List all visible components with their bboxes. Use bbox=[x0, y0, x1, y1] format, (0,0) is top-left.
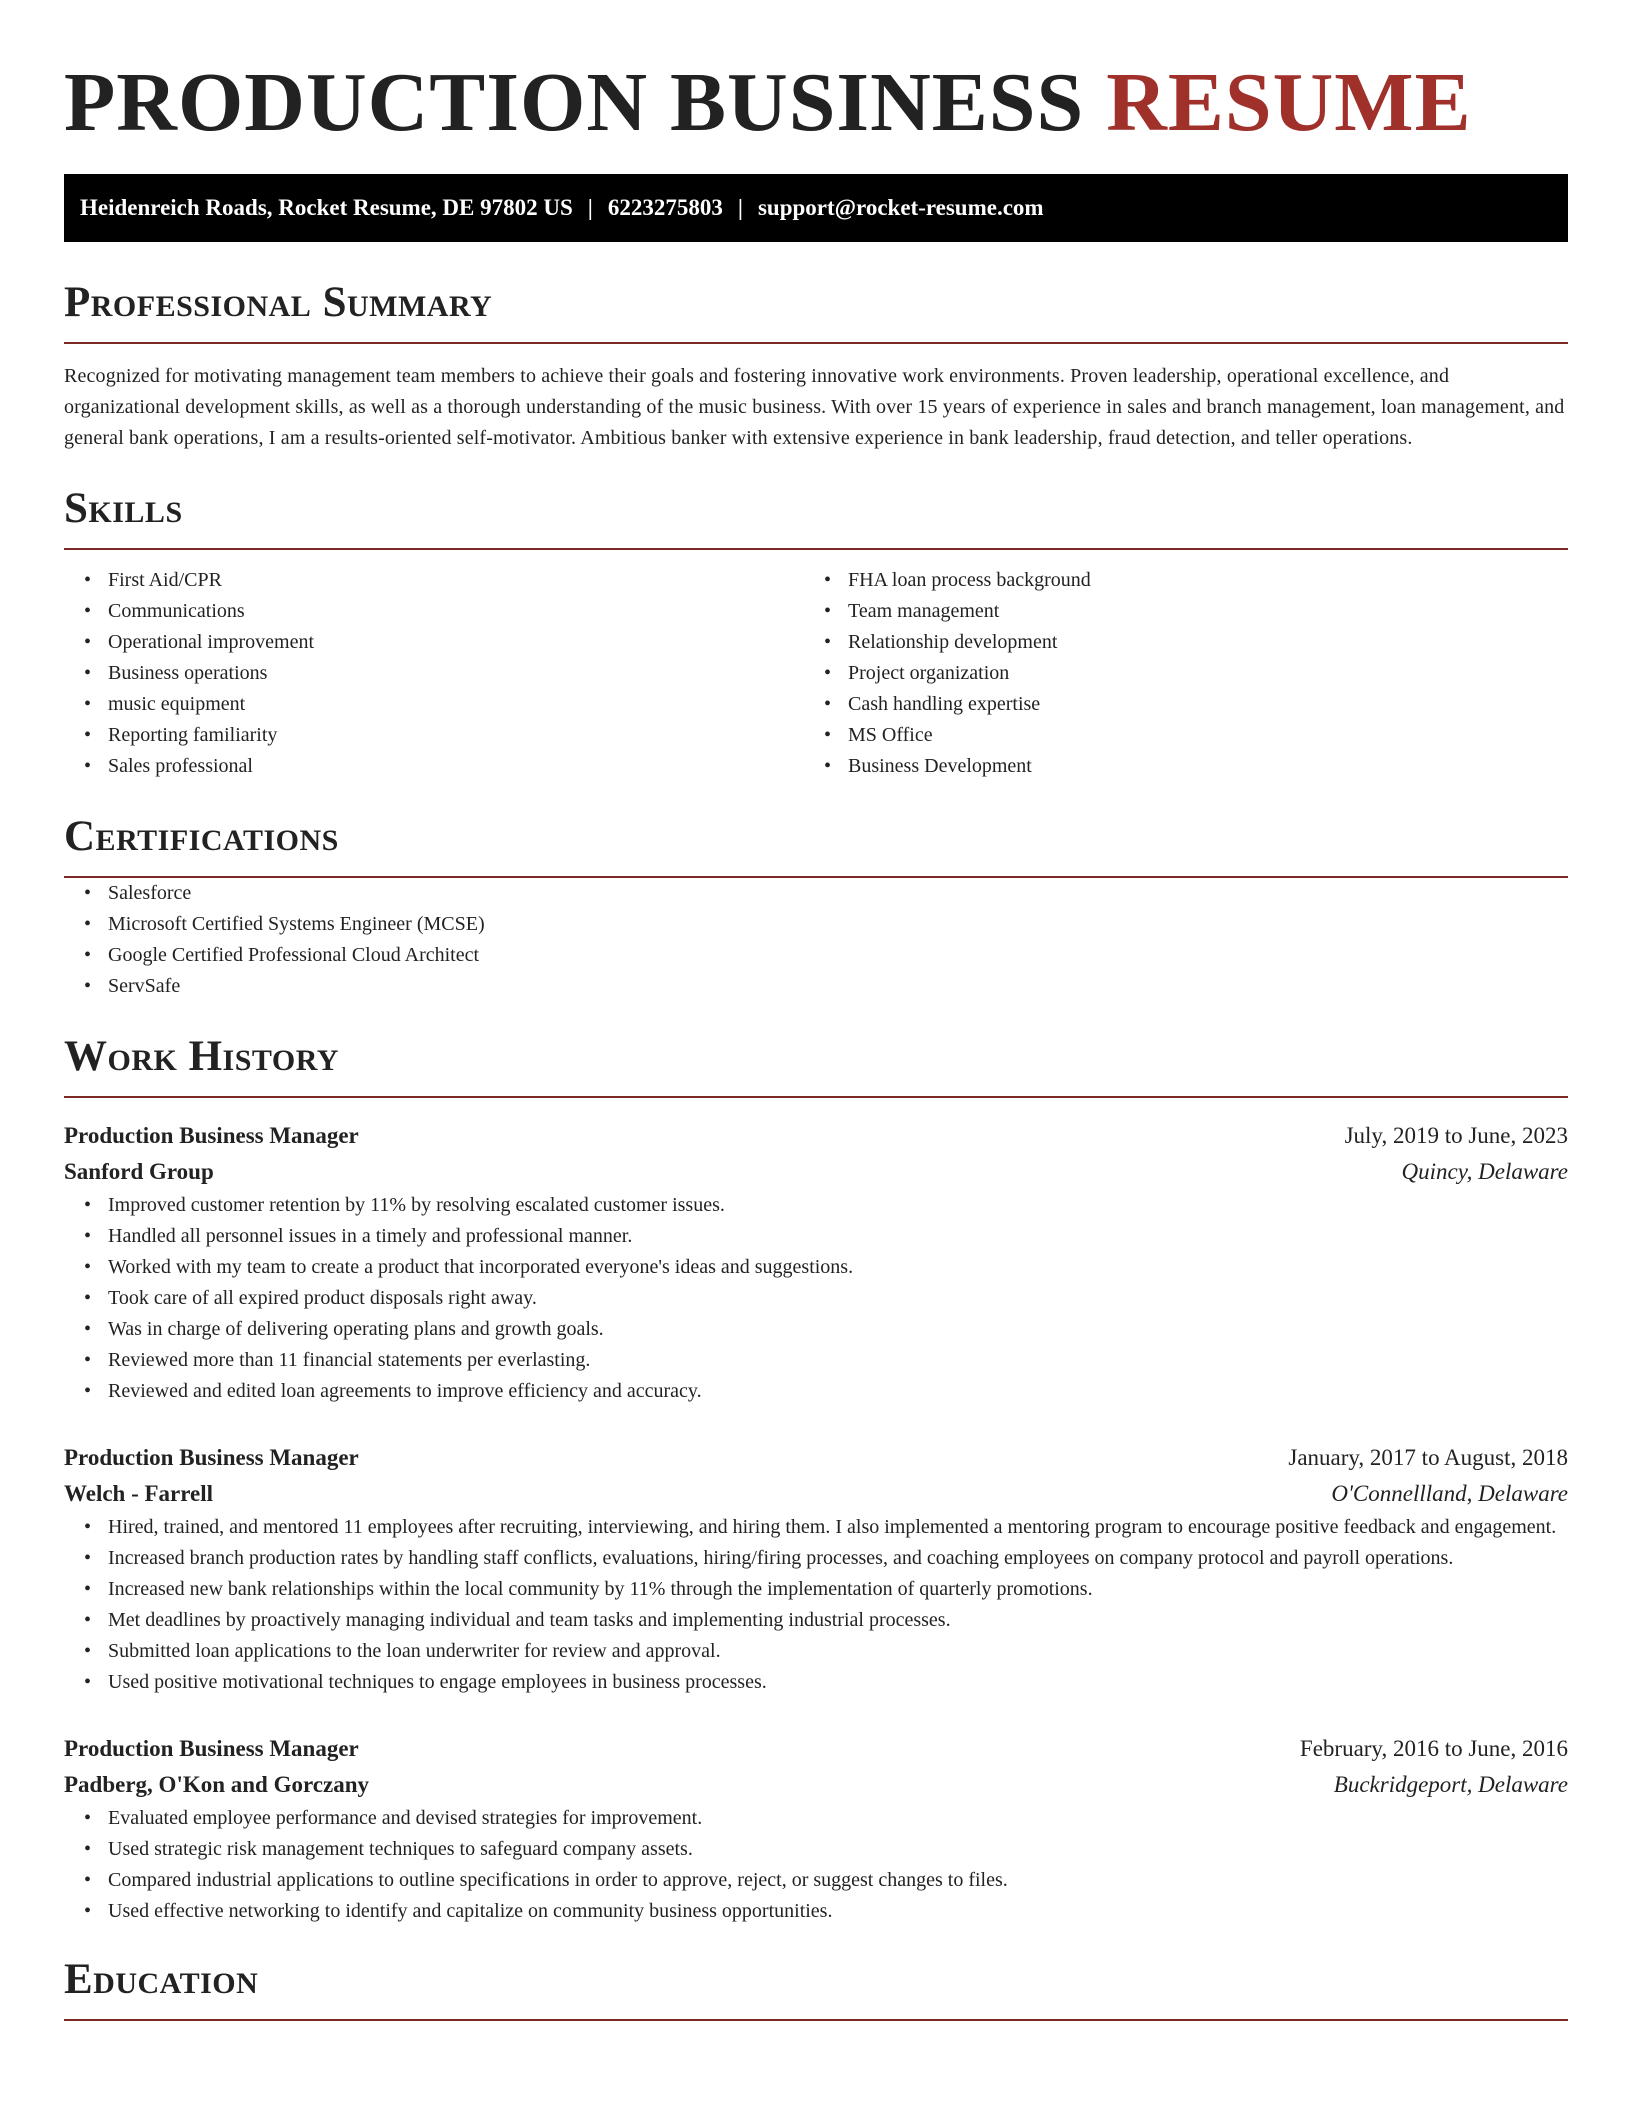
certifications-list bbox=[64, 878, 1568, 1002]
skill-item: • FHA loan process background bbox=[848, 565, 1544, 596]
summary-heading: Professional Summary bbox=[64, 278, 1568, 344]
work-history-heading: Work History bbox=[64, 1032, 1568, 1098]
job-location: Quincy, Delaware bbox=[1401, 1159, 1568, 1184]
job-bullet: • Increased branch production rates by handling staff conflicts, evaluations, hiring/firing processes, and coaching employees on company protocol and payroll operations. bbox=[108, 1543, 1568, 1574]
skills-list-right bbox=[804, 565, 1544, 782]
skill-item: • Project organization bbox=[848, 658, 1544, 689]
skill-item: • Business Development bbox=[848, 751, 1544, 782]
job-bullets bbox=[64, 1803, 1568, 1927]
skill-item: • Cash handling expertise bbox=[848, 689, 1544, 720]
job-bullet: • Improved customer retention by 11% by resolving escalated customer issues. bbox=[108, 1190, 1568, 1221]
contact-address: Heidenreich Roads, Rocket Resume, DE 97802 US bbox=[80, 195, 573, 220]
title-main: PRODUCTION BUSINESS bbox=[64, 56, 1085, 149]
skills-column-right bbox=[804, 565, 1544, 782]
job-bullets bbox=[64, 1512, 1568, 1698]
job-entry bbox=[64, 1731, 1568, 1927]
job-header-row bbox=[64, 1731, 1568, 1767]
job-title: Production Business Manager bbox=[64, 1445, 359, 1470]
job-entry bbox=[64, 1440, 1568, 1698]
skill-item: • Team management bbox=[848, 596, 1544, 627]
job-bullet: • Increased new bank relationships within the local community by 11% through the implementation of quarterly promotions. bbox=[108, 1574, 1568, 1605]
job-company: Welch - Farrell bbox=[64, 1481, 214, 1506]
job-subheader-row bbox=[64, 1767, 1568, 1803]
education-heading: Education bbox=[64, 1955, 1568, 2021]
skills-section bbox=[64, 484, 1568, 782]
job-bullet: • Reviewed and edited loan agreements to improve efficiency and accuracy. bbox=[108, 1376, 1568, 1407]
job-dates: February, 2016 to June, 2016 bbox=[1299, 1736, 1568, 1761]
contact-separator: | bbox=[587, 195, 593, 220]
contact-bar bbox=[64, 174, 1568, 242]
skills-heading: Skills bbox=[64, 484, 1568, 550]
job-header-row bbox=[64, 1118, 1568, 1154]
contact-separator: | bbox=[737, 195, 743, 220]
skills-list-left bbox=[64, 565, 804, 782]
contact-email: support@rocket-resume.com bbox=[757, 195, 1044, 220]
certification-item: • ServSafe bbox=[108, 971, 1568, 1002]
skill-item: • First Aid/CPR bbox=[108, 565, 804, 596]
job-subheader-row bbox=[64, 1476, 1568, 1512]
summary-text: Recognized for motivating management team members to achieve their goals and fostering innovative work environments. Proven leadership, operational excellence, and organizational development skills, as well as a thorough understanding of the music business. With over 15 years of experience in sales and branch management, loan management, and general bank operations, I am a results-oriented self-motivator. Ambitious banker with extensive experience in bank leadership, fraud detection, and teller operations. bbox=[64, 365, 1565, 449]
job-bullet: • Met deadlines by proactively managing individual and team tasks and implementing industrial processes. bbox=[108, 1605, 1568, 1636]
job-subheader-row bbox=[64, 1154, 1568, 1190]
skill-item: • Business operations bbox=[108, 658, 804, 689]
job-title: Production Business Manager bbox=[64, 1123, 359, 1148]
skills-columns bbox=[64, 565, 1568, 782]
skill-item: • music equipment bbox=[108, 689, 804, 720]
skill-item: • Operational improvement bbox=[108, 627, 804, 658]
job-bullet: • Was in charge of delivering operating plans and growth goals. bbox=[108, 1314, 1568, 1345]
work-history-section bbox=[64, 1032, 1568, 1927]
summary-section bbox=[64, 278, 1568, 454]
title-accent: RESUME bbox=[1106, 56, 1472, 149]
job-location: O'Connellland, Delaware bbox=[1331, 1481, 1568, 1506]
skill-item: • Reporting familiarity bbox=[108, 720, 804, 751]
job-company: Sanford Group bbox=[64, 1159, 214, 1184]
job-company: Padberg, O'Kon and Gorczany bbox=[64, 1772, 369, 1797]
job-title: Production Business Manager bbox=[64, 1736, 359, 1761]
education-section bbox=[64, 1955, 1568, 2021]
job-bullets bbox=[64, 1190, 1568, 1407]
job-bullet: • Used effective networking to identify and capitalize on community business opportunities. bbox=[108, 1896, 1568, 1927]
job-bullet: • Used positive motivational techniques to engage employees in business processes. bbox=[108, 1667, 1568, 1698]
skills-column-left bbox=[64, 565, 804, 782]
job-bullet: • Worked with my team to create a product that incorporated everyone's ideas and suggestions. bbox=[108, 1252, 1568, 1283]
job-location: Buckridgeport, Delaware bbox=[1333, 1772, 1568, 1797]
certification-item: • Google Certified Professional Cloud Architect bbox=[108, 940, 1568, 971]
skill-item: • MS Office bbox=[848, 720, 1544, 751]
skill-item: • Sales professional bbox=[108, 751, 804, 782]
job-dates: January, 2017 to August, 2018 bbox=[1288, 1445, 1568, 1470]
certifications-heading: Certifications bbox=[64, 812, 1568, 878]
job-bullet: • Hired, trained, and mentored 11 employees after recruiting, interviewing, and hiring them. I also implemented a mentoring program to encourage positive feedback and engagement. bbox=[108, 1512, 1568, 1543]
skill-item: • Relationship development bbox=[848, 627, 1544, 658]
job-bullet: • Used strategic risk management techniques to safeguard company assets. bbox=[108, 1834, 1568, 1865]
job-header-row bbox=[64, 1440, 1568, 1476]
job-bullet: • Compared industrial applications to outline specifications in order to approve, reject, or suggest changes to files. bbox=[108, 1865, 1568, 1896]
job-bullet: • Reviewed more than 11 financial statements per everlasting. bbox=[108, 1345, 1568, 1376]
job-dates: July, 2019 to June, 2023 bbox=[1344, 1123, 1568, 1148]
job-bullet: • Evaluated employee performance and devised strategies for improvement. bbox=[108, 1803, 1568, 1834]
resume-title bbox=[64, 57, 1568, 149]
job-entry bbox=[64, 1118, 1568, 1407]
certification-item: • Microsoft Certified Systems Engineer (MCSE) bbox=[108, 909, 1568, 940]
skill-item: • Communications bbox=[108, 596, 804, 627]
certification-item: • Salesforce bbox=[108, 878, 1568, 909]
contact-phone: 6223275803 bbox=[607, 195, 723, 220]
job-bullet: • Handled all personnel issues in a timely and professional manner. bbox=[108, 1221, 1568, 1252]
certifications-section bbox=[64, 812, 1568, 1002]
job-bullet: • Submitted loan applications to the loan underwriter for review and approval. bbox=[108, 1636, 1568, 1667]
job-bullet: • Took care of all expired product disposals right away. bbox=[108, 1283, 1568, 1314]
